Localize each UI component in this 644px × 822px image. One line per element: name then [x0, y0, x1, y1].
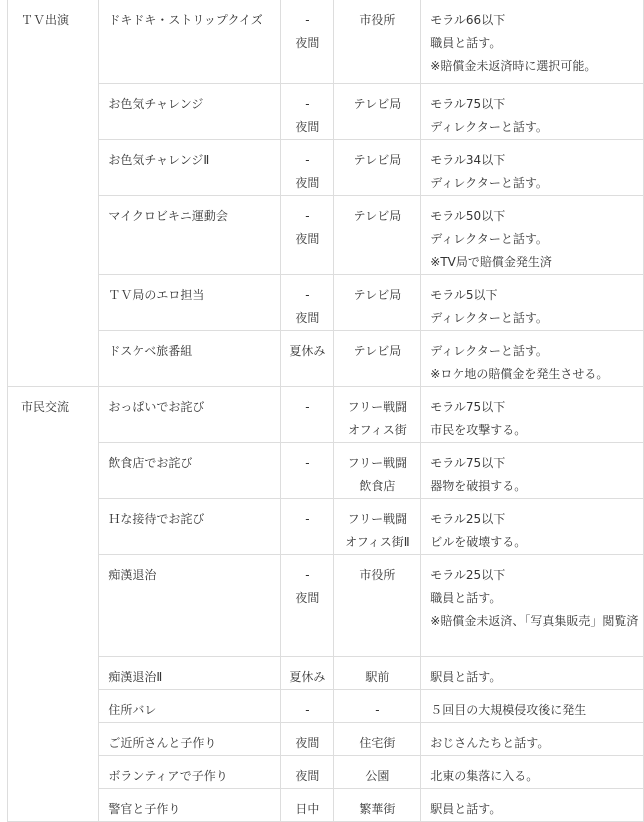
place-cell	[334, 0, 421, 84]
place-cell	[334, 443, 421, 499]
place-cell	[334, 196, 421, 275]
event-name-cell	[99, 140, 281, 196]
event-name-cell-line: Ｈな接待でお詫び	[108, 512, 205, 526]
condition-cell-line: ディレクターと話す。	[430, 344, 548, 358]
condition-cell-line: 駅員と話す。	[430, 670, 502, 684]
event-name-cell	[99, 0, 281, 84]
place-cell	[334, 555, 421, 657]
place-cell-line: フリー戦闘	[347, 400, 408, 414]
condition-cell-line: モラル66以下	[430, 13, 506, 27]
time-cell	[281, 275, 334, 331]
condition-cell	[421, 690, 644, 723]
time-cell-line: -	[305, 209, 310, 223]
time-cell	[281, 756, 334, 789]
condition-cell	[421, 0, 644, 84]
category-label: 市民交流	[21, 400, 70, 414]
condition-cell-line: おじさんたちと話す。	[430, 736, 550, 750]
category-label: ＴＶ出演	[21, 13, 70, 27]
place-cell	[334, 690, 421, 723]
event-name-cell	[99, 499, 281, 555]
condition-cell	[421, 555, 644, 657]
condition-cell-line: 器物を破損する。	[430, 479, 527, 493]
place-cell	[334, 723, 421, 756]
place-cell	[334, 140, 421, 196]
time-cell-line: 夏休み	[289, 670, 326, 684]
table-row	[8, 0, 644, 84]
time-cell-line: 夜間	[295, 736, 320, 750]
condition-cell	[421, 499, 644, 555]
event-name-cell	[99, 789, 281, 822]
place-cell-line: 市役所	[359, 568, 396, 582]
condition-cell-line: ディレクターと話す。	[430, 311, 548, 325]
event-name-cell-line: ドキドキ・ストリップクイズ	[108, 13, 263, 27]
table-row	[8, 723, 644, 756]
condition-cell-line: モラル5以下	[430, 288, 498, 302]
condition-cell-line: ※賠償金未返済時に選択可能。	[430, 59, 597, 73]
time-cell	[281, 690, 334, 723]
condition-cell	[421, 789, 644, 822]
place-cell	[334, 387, 421, 443]
event-name-cell-line: ドスケベ旅番組	[108, 344, 193, 358]
time-cell-line: 夜間	[295, 311, 320, 325]
time-cell-line: -	[305, 568, 310, 582]
place-cell-line: 市役所	[359, 13, 396, 27]
time-cell-line: 夜間	[295, 769, 320, 783]
place-cell	[334, 275, 421, 331]
place-cell-line: 繁華街	[359, 802, 396, 816]
place-cell-line: フリー戦闘	[347, 456, 408, 470]
condition-cell-line: モラル25以下	[430, 512, 506, 526]
time-cell-line: 夜間	[295, 120, 320, 134]
event-name-cell	[99, 756, 281, 789]
place-cell-line: テレビ局	[353, 97, 402, 111]
condition-cell	[421, 331, 644, 387]
condition-cell-line: 職員と話す。	[430, 36, 502, 50]
place-cell-line: -	[375, 703, 380, 717]
time-cell-line: -	[305, 400, 310, 414]
place-cell-line: 駅前	[365, 670, 390, 684]
time-cell	[281, 657, 334, 690]
condition-cell-line: モラル34以下	[430, 153, 506, 167]
time-cell	[281, 387, 334, 443]
place-cell	[334, 789, 421, 822]
condition-cell-line: モラル75以下	[430, 97, 506, 111]
time-cell	[281, 196, 334, 275]
event-name-cell	[99, 196, 281, 275]
place-cell-line: 公園	[365, 769, 390, 783]
table-row	[8, 690, 644, 723]
event-name-cell	[99, 331, 281, 387]
time-cell-line: -	[305, 13, 310, 27]
event-name-cell-line: 痴漢退治Ⅱ	[108, 670, 163, 684]
condition-cell	[421, 84, 644, 140]
table-row	[8, 331, 644, 387]
time-cell-line: 夜間	[295, 591, 320, 605]
time-cell	[281, 789, 334, 822]
condition-cell-line: ※賠償金未返済、「写真集販売」閲覧済	[430, 614, 639, 628]
condition-cell-line: 駅員と話す。	[430, 802, 502, 816]
table-row	[8, 499, 644, 555]
event-name-cell-line: ご近所さんと子作り	[108, 736, 217, 750]
place-cell	[334, 331, 421, 387]
condition-cell-line: 北東の集落に入る。	[430, 769, 539, 783]
place-cell-line: テレビ局	[353, 153, 402, 167]
place-cell-line: テレビ局	[353, 209, 402, 223]
time-cell-line: -	[305, 512, 310, 526]
table-row	[8, 657, 644, 690]
event-name-cell-line: 飲食店でお詫び	[108, 456, 193, 470]
place-cell	[334, 657, 421, 690]
category-cell	[8, 387, 99, 822]
event-name-cell	[99, 657, 281, 690]
event-name-cell-line: ＴＶ局のエロ担当	[108, 288, 205, 302]
event-name-cell-line: おっぱいでお詫び	[108, 400, 205, 414]
condition-cell	[421, 387, 644, 443]
condition-cell	[421, 723, 644, 756]
time-cell-line: -	[305, 456, 310, 470]
condition-cell	[421, 756, 644, 789]
place-cell-line: テレビ局	[353, 344, 402, 358]
condition-cell-line: ５回目の大規模侵攻後に発生	[430, 703, 587, 717]
table-row	[8, 789, 644, 822]
condition-cell	[421, 657, 644, 690]
event-name-cell-line: 痴漢退治	[108, 568, 157, 582]
event-name-cell	[99, 555, 281, 657]
event-name-cell-line: ボランティアで子作り	[108, 769, 228, 783]
condition-cell-line: モラル75以下	[430, 456, 506, 470]
event-name-cell-line: 警官と子作り	[108, 802, 181, 816]
time-cell	[281, 140, 334, 196]
table-row	[8, 84, 644, 140]
event-name-cell-line: 住所バレ	[108, 703, 157, 717]
place-cell-line: オフィス街Ⅱ	[345, 535, 410, 549]
time-cell-line: -	[305, 97, 310, 111]
table-row	[8, 140, 644, 196]
condition-cell-line: ディレクターと話す。	[430, 176, 548, 190]
event-table-body	[8, 0, 644, 822]
place-cell-line: 住宅街	[359, 736, 396, 750]
condition-cell-line: ディレクターと話す。	[430, 232, 548, 246]
table-row	[8, 756, 644, 789]
place-cell	[334, 499, 421, 555]
table-row	[8, 196, 644, 275]
time-cell-line: 夜間	[295, 232, 320, 246]
table-row	[8, 387, 644, 443]
time-cell	[281, 723, 334, 756]
event-name-cell	[99, 275, 281, 331]
time-cell-line: 日中	[295, 802, 320, 816]
condition-cell-line: 市民を攻撃する。	[430, 423, 527, 437]
table-row	[8, 555, 644, 657]
time-cell-line: -	[305, 288, 310, 302]
time-cell-line: 夏休み	[289, 344, 326, 358]
time-cell	[281, 499, 334, 555]
category-cell	[8, 0, 99, 387]
event-name-cell	[99, 443, 281, 499]
time-cell	[281, 84, 334, 140]
event-name-cell	[99, 690, 281, 723]
event-name-cell-line: マイクロビキニ運動会	[108, 209, 228, 223]
place-cell-line: フリー戦闘	[347, 512, 408, 526]
event-name-cell	[99, 723, 281, 756]
condition-cell-line: モラル25以下	[430, 568, 506, 582]
condition-cell	[421, 443, 644, 499]
time-cell-line: -	[305, 703, 310, 717]
event-table	[7, 0, 644, 822]
condition-cell-line: 職員と話す。	[430, 591, 502, 605]
condition-cell-line: ビルを破壊する。	[430, 535, 527, 549]
table-row	[8, 443, 644, 499]
place-cell-line: テレビ局	[353, 288, 402, 302]
place-cell-line: オフィス街	[348, 423, 407, 437]
event-name-cell-line: お色気チャレンジ	[108, 97, 204, 111]
condition-cell	[421, 275, 644, 331]
time-cell-line: 夜間	[295, 36, 320, 50]
time-cell	[281, 0, 334, 84]
time-cell	[281, 443, 334, 499]
condition-cell-line: ディレクターと話す。	[430, 120, 548, 134]
table-row	[8, 275, 644, 331]
event-name-cell	[99, 84, 281, 140]
time-cell	[281, 555, 334, 657]
time-cell-line: -	[305, 153, 310, 167]
time-cell	[281, 331, 334, 387]
place-cell-line: 飲食店	[359, 479, 396, 493]
place-cell	[334, 756, 421, 789]
condition-cell-line: モラル50以下	[430, 209, 506, 223]
condition-cell-line: ※ロケ地の賠償金を発生させる。	[430, 367, 609, 381]
event-name-cell	[99, 387, 281, 443]
event-name-cell-line: お色気チャレンジⅡ	[108, 153, 210, 167]
place-cell	[334, 84, 421, 140]
condition-cell	[421, 196, 644, 275]
time-cell-line: 夜間	[295, 176, 320, 190]
condition-cell-line: ※TV局で賠償金発生済	[430, 255, 552, 269]
condition-cell-line: モラル75以下	[430, 400, 506, 414]
condition-cell	[421, 140, 644, 196]
